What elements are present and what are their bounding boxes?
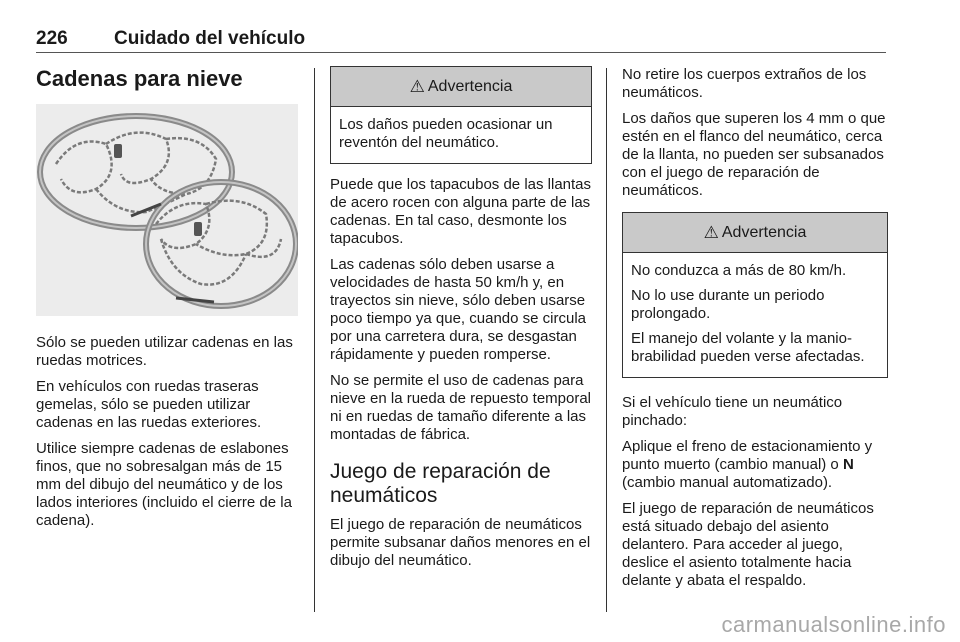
warning-triangle-icon: ⚠	[703, 222, 719, 242]
warning-title: Advertencia	[427, 77, 513, 95]
paragraph: El juego de reparación de neumáticos permite subsanar daños menores en el dibujo del neumático.	[330, 516, 591, 569]
warning-line: El manejo del volante y la maniobrabilidad pueden verse afectadas.	[631, 330, 865, 365]
text-run: Aplique el freno de estacionamiento y punto muerto (cambio manual) o	[622, 438, 873, 473]
paragraph: Puede que los tapacubos de las llantas de acero rocen con alguna parte de las cadenas. En tal caso, desmonte los tapacubos.	[330, 176, 592, 247]
paragraph: Utilice siempre cadenas de eslabones finos, que no sobresalgan más de 15 mm del dibujo del neumático y de los lados interiores (incluido el cierre de la cadena).	[36, 440, 292, 529]
gear-neutral-label: N	[842, 456, 854, 473]
snow-chain-illustration	[36, 104, 298, 316]
column-3	[622, 66, 888, 598]
warning-body	[331, 107, 591, 163]
paragraph	[622, 438, 888, 492]
column-2	[330, 66, 592, 578]
warning-header	[331, 67, 591, 107]
paragraph: Si el vehículo tiene un neumático pinchado:	[622, 394, 843, 429]
warning-box	[622, 212, 888, 378]
warning-text: Los daños pueden ocasionar un reventón del neumático.	[339, 116, 553, 151]
paragraph: Los daños que superen los 4 mm o que estén en el flanco del neumático, cerca de la llanta, no pueden ser subsanados con el juego de reparación de neumáticos.	[622, 110, 886, 199]
warning-line: No lo use durante un periodo prolongado.	[631, 287, 825, 322]
paragraph: Sólo se pueden utilizar cadenas en las ruedas motrices.	[36, 334, 293, 369]
column-divider-2	[606, 68, 607, 612]
warning-box	[330, 66, 592, 164]
warning-line: No conduzca a más de 80 km/h.	[631, 262, 847, 279]
warning-triangle-icon: ⚠	[409, 76, 425, 96]
warning-body	[623, 253, 887, 377]
paragraph: El juego de reparación de neumáticos está situado debajo del asiento delantero. Para acceder al juego, deslice el asiento totalmente hacia delante y abata el respaldo.	[622, 500, 874, 589]
section-title: Cadenas para nieve	[36, 66, 243, 91]
warning-title: Advertencia	[721, 223, 807, 241]
subsection-title: Juego de reparación de neumáticos	[330, 460, 551, 507]
snow-chain-image	[36, 104, 298, 316]
paragraph: En vehículos con ruedas traseras gemelas, sólo se pueden utilizar cadenas en las ruedas exteriores.	[36, 378, 262, 431]
chapter-title: Cuidado del vehículo	[114, 28, 306, 49]
watermark: carmanualsonline.info	[721, 612, 946, 637]
page-number: 226	[36, 28, 68, 49]
paragraph: Las cadenas sólo deben usarse a velocidades de hasta 50 km/h y, en trayectos sin nieve, sólo deben usarse poco tiempo ya que, cuando se circula por una carretera dura, se desgastan rápidamente y pueden romperse.	[330, 256, 586, 363]
header-divider	[36, 52, 886, 53]
warning-header	[623, 213, 887, 253]
column-divider-1	[314, 68, 315, 612]
paragraph: No retire los cuerpos extraños de los neumáticos.	[622, 66, 867, 101]
column-1	[36, 66, 302, 538]
text-run: (cambio manual automatizado).	[622, 474, 833, 491]
paragraph: No se permite el uso de cadenas para nieve en la rueda de repuesto temporal ni en ruedas de tamaño diferente a las montadas de fábrica.	[330, 372, 592, 443]
page-header	[36, 28, 886, 54]
